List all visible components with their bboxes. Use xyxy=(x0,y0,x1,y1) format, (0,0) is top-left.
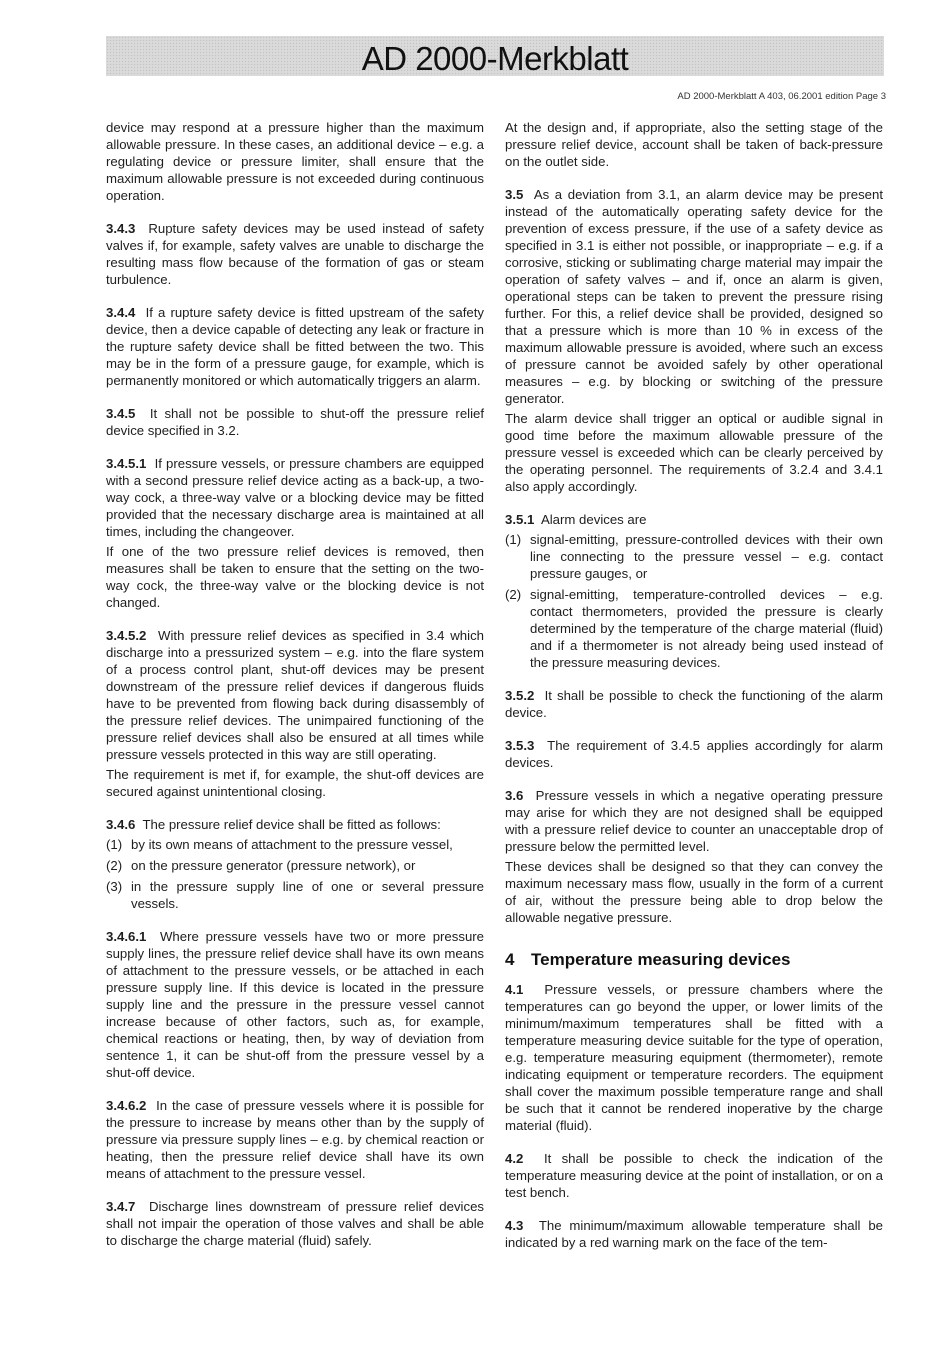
paragraph-text: These devices shall be designed so that they can convey the maximum necessary mass flow, usually in the form of a current of air, without the pressure being able to drop below the allowable negative pressure. xyxy=(505,859,883,925)
section-text: Discharge lines downstream of pressure relief devices shall not impair the operation of those valves and shall be able to discharge the charge material (fluid) safely. xyxy=(106,1199,484,1248)
left-column xyxy=(106,119,484,1265)
section-heading-4 xyxy=(505,950,883,970)
list-item-text: signal-emitting, pressure-controlled devices with their own line connecting to the pressure vessel – e.g. contact pressure gauges, or xyxy=(530,532,883,581)
section-number: 3.6 xyxy=(505,788,524,803)
section-number: 3.4.6.1 xyxy=(106,929,147,944)
section-number: 3.5 xyxy=(505,187,524,202)
section-text: Rupture safety devices may be used instead of safety valves if, for example, safety valves are unable to discharge the resulting mass flow because of the formation of gas or steam turbulence. xyxy=(106,221,485,287)
section-3-4-3 xyxy=(106,220,484,288)
paragraph-text: If one of the two pressure relief devices is removed, then measures shall be taken to ensure that the setting on the two-way cock, the three-way valve or the blocking device is not changed. xyxy=(106,544,484,610)
heading-number: 4 xyxy=(505,950,515,969)
section-3-6 xyxy=(505,787,883,855)
section-3-4-7 xyxy=(106,1198,484,1249)
list-item xyxy=(505,531,883,582)
section-3-5 xyxy=(505,186,883,407)
section-3-4-4 xyxy=(106,304,484,389)
list-item xyxy=(505,586,883,671)
section-number: 3.4.7 xyxy=(106,1199,136,1214)
section-text: If pressure vessels, or pressure chambers are equipped with a second pressure relief device acting as a back-up, a two-way cock, a three-way valve or a blocking device may be fitted provided that the necessary discharge area is maintained at all times, including the changeover. xyxy=(106,456,484,539)
section-number: 3.4.6 xyxy=(106,817,136,832)
section-number: 4.3 xyxy=(505,1218,524,1233)
section-text: If a rupture safety device is fitted upstream of the safety device, then a device capable of detecting any leak or fracture in the rupture safety device shall be fitted between the two. This may be in the form of a pressure gauge, for example, which is permanently monitored or which automatically triggers an alarm. xyxy=(106,305,484,388)
section-text: It shall be possible to check the indication of the temperature measuring device at the point of installation, or on a test bench. xyxy=(505,1151,884,1200)
section-text: In the case of pressure vessels where it is possible for the pressure to increase by means other than by the supply of pressure via pressure supply lines – e.g. by chemical reaction or heating, then the pressure relief device shall have its own means of attachment to the pressure vessel. xyxy=(106,1098,484,1181)
list-marker: (3) xyxy=(106,879,123,894)
section-number: 3.4.5.1 xyxy=(106,456,147,471)
section-3-4-6 xyxy=(106,816,484,833)
paragraph-text: The requirement is met if, for example, the shut-off devices are secured against unintentional closing. xyxy=(106,767,484,799)
list-item xyxy=(106,878,484,912)
section-text: The pressure relief device shall be fitted as follows: xyxy=(142,817,441,832)
list-item-text: signal-emitting, temperature-controlled devices – e.g. contact thermometers, provided the pressure is clearly determined by the temperature of the charge material (fluid) and if a thermometer is not already being used instead of the pressure measuring devices. xyxy=(530,587,883,670)
right-column xyxy=(505,119,883,1267)
paragraph xyxy=(106,119,484,204)
section-text: Alarm devices are xyxy=(540,512,647,527)
section-number: 3.4.3 xyxy=(106,221,136,236)
banner-title: AD 2000-Merkblatt xyxy=(361,39,629,77)
heading-title: Temperature measuring devices xyxy=(531,950,791,969)
section-3-4-5 xyxy=(106,405,484,439)
section-text: As a deviation from 3.1, an alarm device may be present instead of the automatically operating safety device for the prevention of excess pressure, if the use of a safety device as specified in 3.1 is either not possible, or inappropriate – e.g. if a corrosive, sticking or sublimating charge material may impair the operation of safety valves – and if, once an alarm is given, operational steps can be taken to prevent the pressure rising further. For this, a relief device shall be provided, designed so that a pressure which is more than 10 % in excess of the maximum allowable pressure is avoided, where such an excess of pressure cannot be avoided safely by other operational measures – e.g. by blocking or switching of the pressure generator. xyxy=(505,187,883,406)
paragraph-text: device may respond at a pressure higher than the maximum allowable pressure. In these cases, an additional device – e.g. a regulating device or pressure limiter, shall ensure that the maximum allowable pressure is not exceeded during continuous operation. xyxy=(106,120,484,203)
section-3-4-5-1 xyxy=(106,455,484,540)
section-text: Pressure vessels in which a negative operating pressure may arise for which they are not designed shall be equipped with a pressure relief device to counter an unacceptable drop of pressure below the permitted level. xyxy=(505,788,883,854)
section-3-4-5-2 xyxy=(106,627,484,763)
section-number: 3.5.1 xyxy=(505,512,535,527)
list-item xyxy=(106,836,484,853)
section-number: 3.4.4 xyxy=(106,305,136,320)
list-marker: (2) xyxy=(505,587,522,602)
section-text: The minimum/maximum allowable temperature shall be indicated by a red warning mark on the face of the tem- xyxy=(505,1218,884,1250)
section-3-5-1 xyxy=(505,511,883,528)
paragraph-text: At the design and, if appropriate, also the setting stage of the pressure relief device, account shall be taken of back-pressure on the outlet side. xyxy=(505,120,883,169)
section-number: 3.4.5 xyxy=(106,406,136,421)
paragraph-text: The alarm device shall trigger an optical or audible signal in good time before the maximum allowable pressure of the pressure vessel is exceeded which can be clearly perceived by the operating personnel. The requirements of 3.2.4 and 3.4.1 also apply accordingly. xyxy=(505,411,883,494)
section-3-4-6-2 xyxy=(106,1097,484,1182)
paragraph xyxy=(106,766,484,800)
section-text: Pressure vessels, or pressure chambers where the temperatures can go beyond the upper, or lower limits of the minimum/maximum temperatures shall be fitted with a temperature measuring device suitable for the type of operation, e.g. temperature measuring equipment (thermometer), remote indicating equipment or temperature recorders. The equipment shall cover the maximum possible temperature range and shall be such that it cannot be rendered inoperative by the charge material (fluid). xyxy=(505,982,883,1133)
paragraph xyxy=(505,119,883,170)
numbered-list xyxy=(505,531,883,671)
numbered-list xyxy=(106,836,484,912)
section-number: 3.4.5.2 xyxy=(106,628,147,643)
section-4-3 xyxy=(505,1217,883,1251)
list-item-text: in the pressure supply line of one or several pressure vessels. xyxy=(131,879,484,911)
paragraph xyxy=(505,410,883,495)
paragraph xyxy=(106,543,484,611)
section-number: 3.4.6.2 xyxy=(106,1098,147,1113)
section-number: 4.1 xyxy=(505,982,524,997)
section-number: 4.2 xyxy=(505,1151,524,1166)
section-text: The requirement of 3.4.5 applies accordingly for alarm devices. xyxy=(505,738,883,770)
section-number: 3.5.2 xyxy=(505,688,535,703)
section-number: 3.5.3 xyxy=(505,738,535,753)
section-3-4-6-1 xyxy=(106,928,484,1081)
list-item-text: on the pressure generator (pressure network), or xyxy=(131,858,416,873)
section-text: It shall be possible to check the functioning of the alarm device. xyxy=(505,688,884,720)
list-marker: (1) xyxy=(106,837,123,852)
section-4-1 xyxy=(505,981,883,1134)
list-item xyxy=(106,857,484,874)
section-text: With pressure relief devices as specified in 3.4 which discharge into a pressurized system – e.g. into the flare system of a process control plant, shut-off devices may be present downstream of the pressure relief devices if dangerous fluids have to be prevented from flowing back during disassembly of the pressure relief devices. The unimpaired functioning of the pressure relief devices shall also be ensured at all times while pressure vessels protected in this way are still operating. xyxy=(106,628,484,762)
section-text: It shall not be possible to shut-off the pressure relief device specified in 3.2. xyxy=(106,406,485,438)
list-item-text: by its own means of attachment to the pressure vessel, xyxy=(131,837,453,852)
section-text: Where pressure vessels have two or more pressure supply lines, the pressure relief device shall have its own means of attachment to the pressure vessels, or be attached in each pressure supply line. If this device is located in the pressure supply line and the pressure in the pressure vessel cannot increase because of other factors, such as, for example, chemical reactions or heating, then, by way of deviation from sentence 1, it can be shut-off from the pressure vessel by a shut-off device. xyxy=(106,929,485,1080)
page-info: AD 2000-Merkblatt A 403, 06.2001 edition Page 3 xyxy=(677,91,886,102)
section-4-2 xyxy=(505,1150,883,1201)
paragraph xyxy=(505,858,883,926)
list-marker: (2) xyxy=(106,858,123,873)
section-3-5-2 xyxy=(505,687,883,721)
section-3-5-3 xyxy=(505,737,883,771)
header-banner xyxy=(106,36,884,76)
list-marker: (1) xyxy=(505,532,522,547)
